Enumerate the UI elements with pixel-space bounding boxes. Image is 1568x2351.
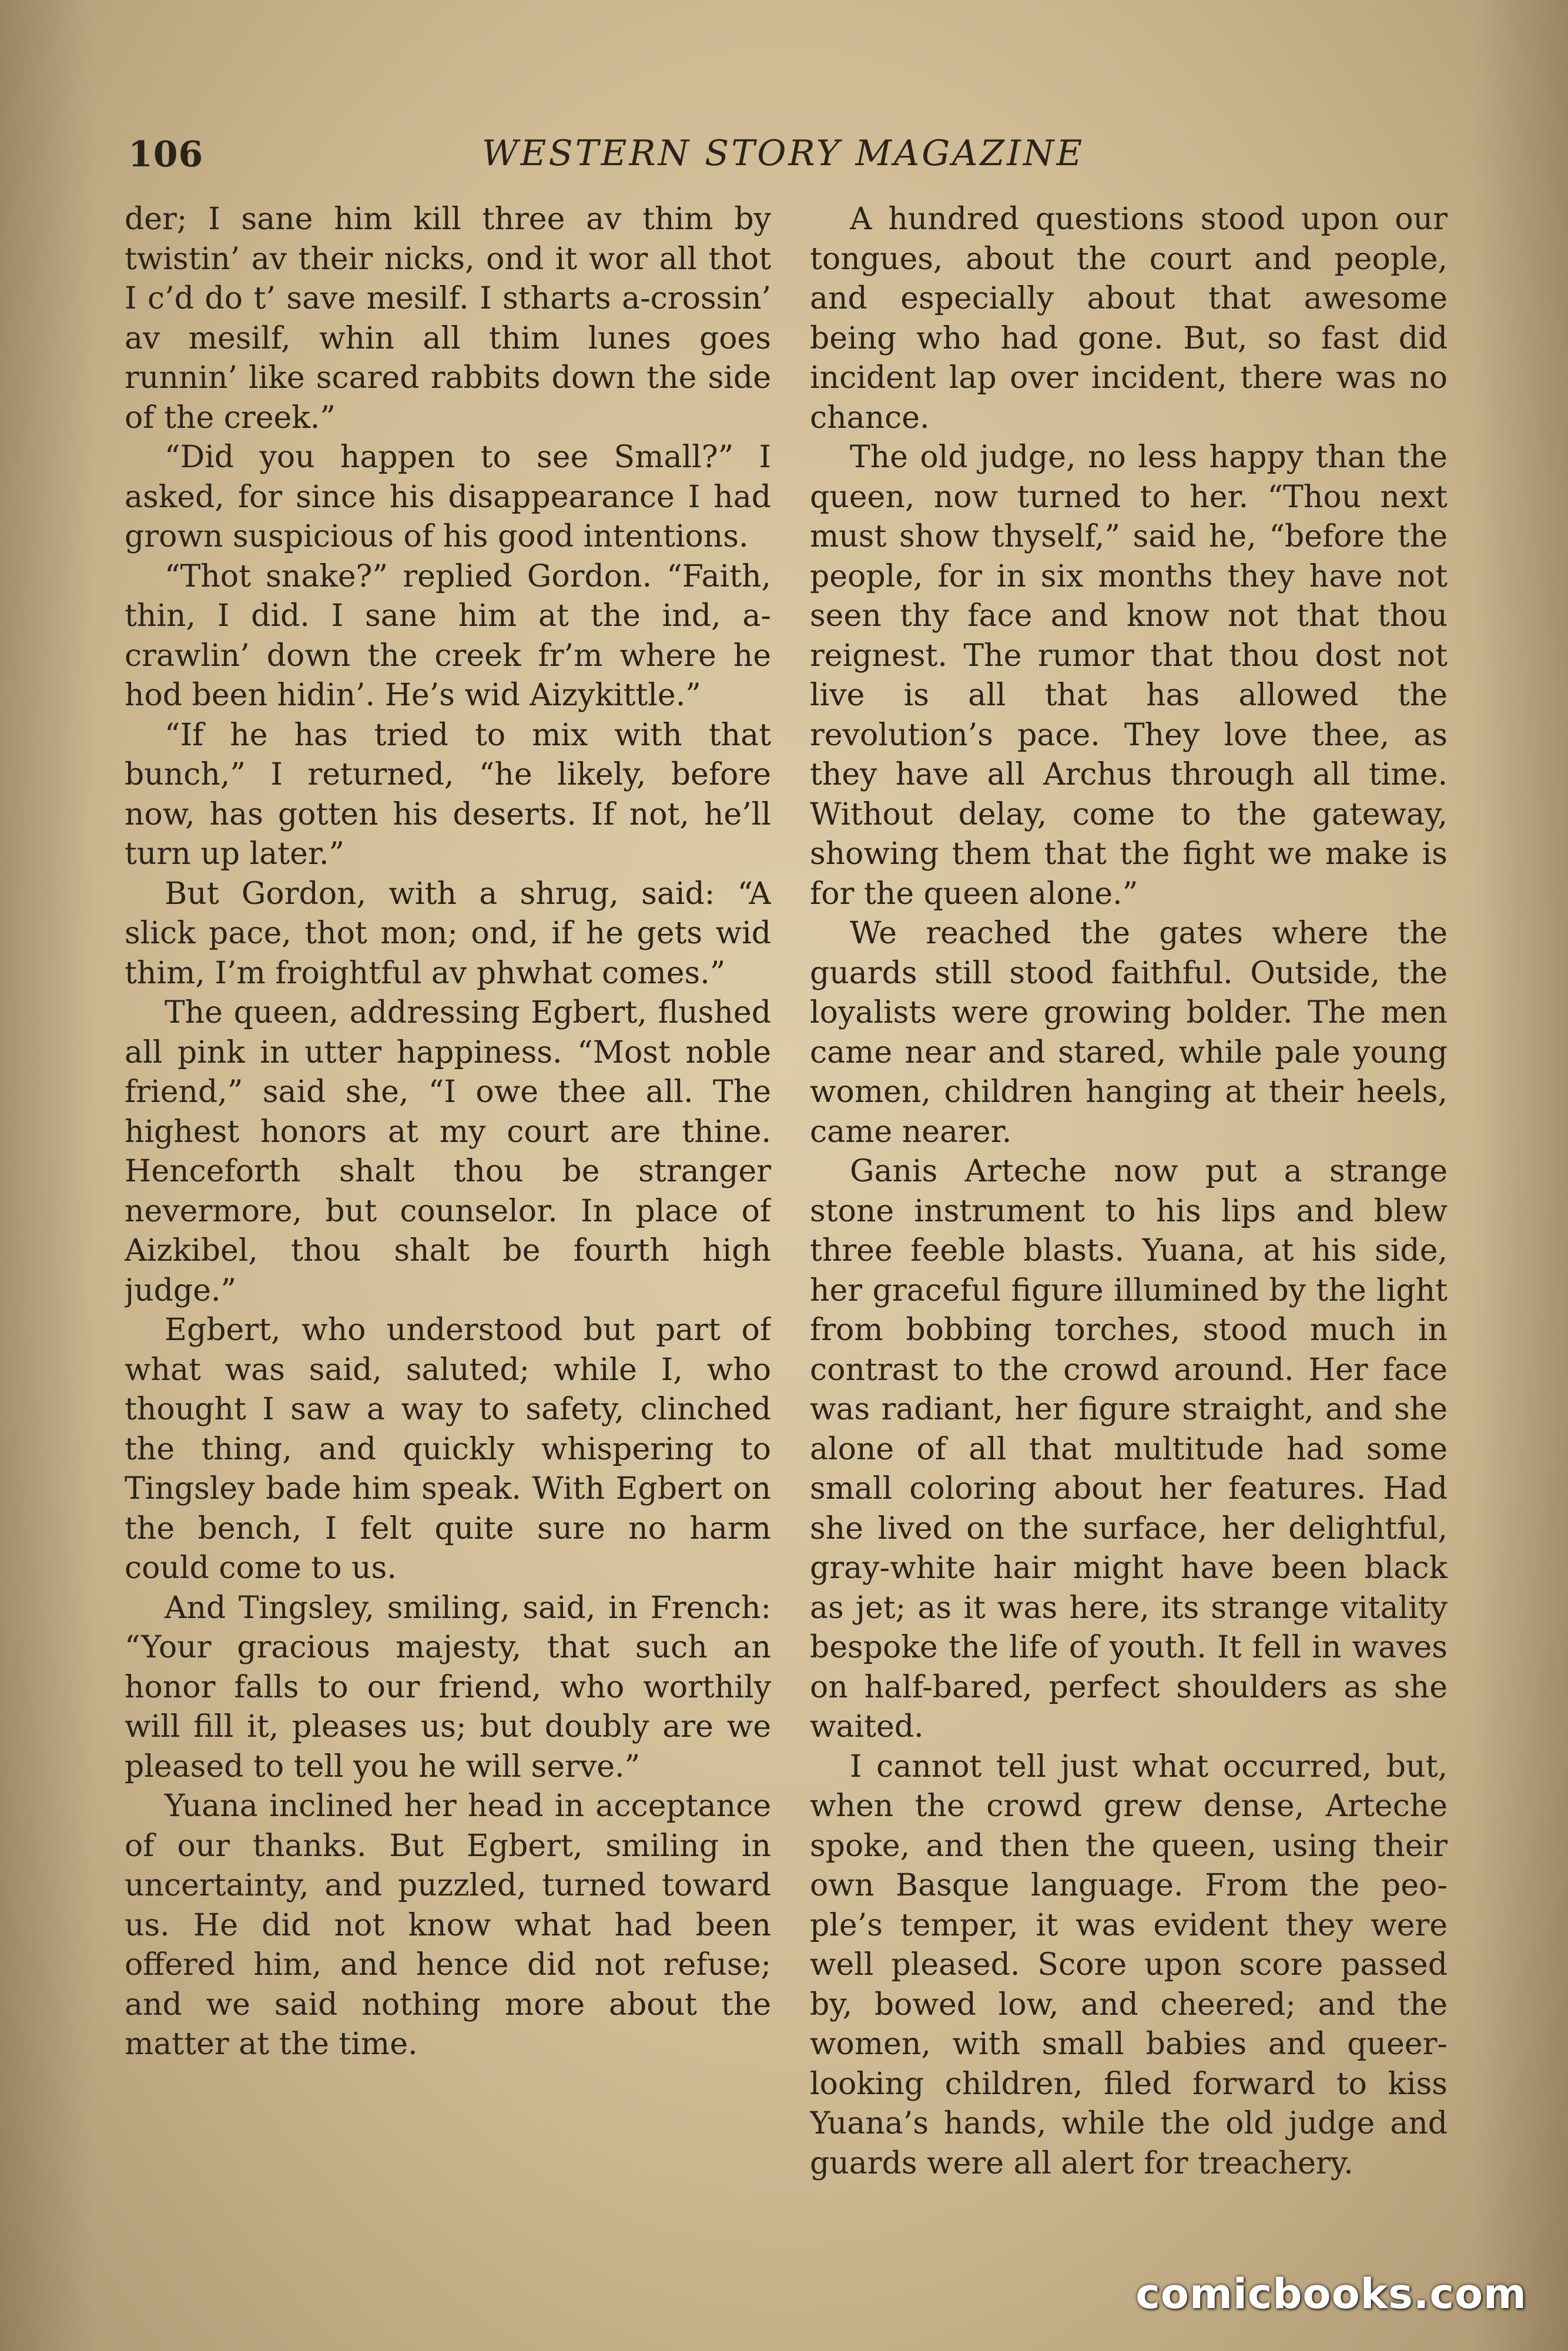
paragraph: The old judge, no less happy than the queen, now turned to her. “Thou next must show thyself,” said he, “before the people, for in six months they have not seen thy face and know not that thou reignest. The rumor that thou dost not live is all that has allowed the revolution’s pace. They love thee, as they have all Archus through all time. Without delay, come to the gateway, showing them that the fight we make is for the queen alone.” xyxy=(810,440,1448,912)
page-number: 106 xyxy=(128,134,204,175)
paragraph: “If he has tried to mix with that bunch,” I returned, “he likely, before now, has gotten his deserts. If not, he’ll turn up later.” xyxy=(125,717,771,872)
left-column xyxy=(125,200,771,2186)
paragraph: Yuana inclined her head in acceptance of our thanks. But Egbert, smiling in uncertainty, and puzzled, turned toward us. He did not know what had been offered him, and hence did not refuse; and we said nothing more about the matter at the time. xyxy=(125,1789,771,2062)
paragraph: A hundred questions stood upon our tongues, about the court and people, and especially about that awesome being who had gone. But, so fast did incident lap over incident, there was no chance. xyxy=(810,202,1448,436)
paragraph: Egbert, who understood but part of what was said, saluted; while I, who thought I saw a way to safety, clinched the thing, and quickly whispering to Tingsley bade him speak. With Egbert on the bench, I felt quite sure no harm could come to us. xyxy=(125,1312,771,1586)
paragraph: I cannot tell just what occurred, but, when the crowd grew dense, Arteche spoke, and then the queen, using their own Basque language. From the people’s temper, it was evident they were well pleased. Score upon score passed by, bowed low, and cheered; and the women, with small babies and queer-looking children, filed forward to kiss Yuana’s hands, while the old judge and guards were all alert for treachery. xyxy=(810,1749,1448,2181)
paragraph: “Thot snake?” replied Gordon. “Faith, thin, I did. I sane him at the ind, a-crawlin’ down the creek fr’m where he hod been hidin’. He’s wid Aizykittle.” xyxy=(125,558,771,713)
right-column xyxy=(810,200,1448,2186)
watermark: comicbooks.com xyxy=(1135,2270,1527,2318)
paragraph: And Tingsley, smiling, said, in French: “Your gracious majesty, that such an honor falls to our friend, who worthily will fill it, pleases us; but doubly are we pleased to tell you he will serve.” xyxy=(125,1590,771,1784)
paragraph: der; I sane him kill three av thim by twistin’ av their nicks, ond it wor all thot I c’d do t’ save mesilf. I stharts a-crossin’ av mesilf, whin all thim lunes goes runnin’ like scared rabbits down the side of the creek.” xyxy=(125,202,771,436)
paragraph: The queen, addressing Egbert, flushed all pink in utter happiness. “Most noble friend,” said she, “I owe thee all. The highest honors at my court are thine. Henceforth shalt thou be stranger nevermore, but counselor. In place of Aizkibel, thou shalt be fourth high judge.” xyxy=(125,995,771,1308)
paragraph: “Did you happen to see Small?” I asked, for since his disappearance I had grown suspicious of his good intentions. xyxy=(125,440,771,554)
paragraph: We reached the gates where the guards still stood faithful. Outside, the loyalists were growing bolder. The men came near and stared, while pale young women, children hanging at their heels, came nearer. xyxy=(810,916,1448,1150)
running-head: WESTERN STORY MAGAZINE xyxy=(482,133,1085,174)
paragraph: Ganis Arteche now put a strange stone instrument to his lips and blew three feeble blasts. Yuana, at his side, her graceful figure illumined by the light from bobbing torches, stood much in contrast to the crowd around. Her face was radiant, her figure straight, and she alone of all that multitude had some small coloring about her features. Had she lived on the surface, her delightful, gray-white hair might have been black as jet; as it was here, its strange vitality bespoke the life of youth. It fell in waves on half-bared, perfect shoulders as she waited. xyxy=(810,1154,1448,1744)
paragraph: But Gordon, with a shrug, said: “A slick pace, thot mon; ond, if he gets wid thim, I’m froightful av phwhat comes.” xyxy=(125,876,771,991)
